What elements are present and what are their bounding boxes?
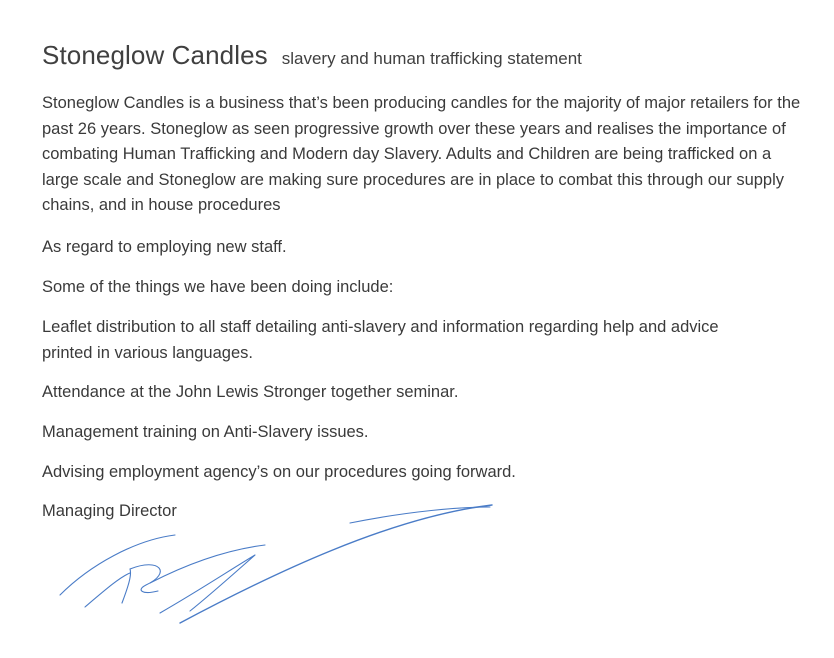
attendance-paragraph: Attendance at the John Lewis Stronger together seminar. — [42, 383, 459, 401]
signature-stroke-cross — [150, 545, 265, 583]
document-subtitle: slavery and human trafficking statement — [281, 49, 582, 68]
signature-stroke-long-tail — [180, 505, 492, 623]
advising-paragraph: Advising employment agency’s on our procedures going forward. — [42, 463, 516, 481]
document-heading — [42, 40, 582, 71]
signature-stroke-stem — [122, 569, 131, 603]
intro-paragraph: Stoneglow Candles is a business that’s been producing candles for the majority of major retailers for the past 26 years. Stoneglow as seen progressive growth over these years and realises the importance of combating Human Trafficking and Modern day Slavery. Adults and Children are being trafficked on a large scale and Stoneglow are making sure procedures are in place to combat this through our supply chains, and in house procedures — [42, 94, 801, 214]
actions-intro-paragraph: Some of the things we have been doing include: — [42, 278, 394, 296]
staff-paragraph: As regard to employing new staff. — [42, 238, 287, 256]
company-name: Stoneglow Candles — [42, 40, 268, 70]
signature-stroke-left-arc — [60, 535, 175, 595]
management-training-paragraph: Management training on Anti-Slavery issues. — [42, 423, 369, 441]
signature-stroke-tail-underline — [350, 507, 490, 523]
signature-stroke-flourish — [160, 555, 255, 613]
leaflet-paragraph: Leaflet distribution to all staff detailing anti-slavery and information regarding help and advice printed in various languages. — [42, 318, 719, 362]
handwritten-signature — [50, 495, 500, 630]
signature-stroke-left-tail — [85, 573, 130, 607]
signature-stroke-loop — [130, 565, 160, 593]
signoff-title: Managing Director — [42, 502, 177, 520]
